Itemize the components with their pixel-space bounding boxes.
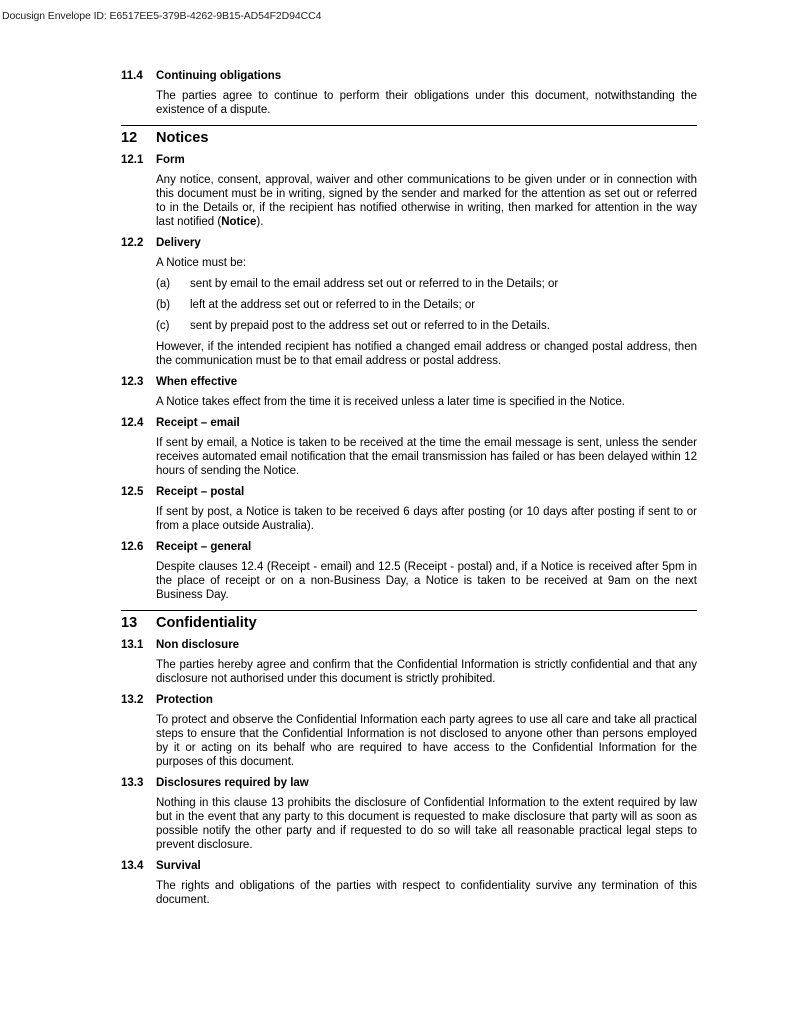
clause-title: Receipt – postal — [156, 486, 245, 498]
clause-heading-13-3 — [121, 776, 697, 790]
section-title: Confidentiality — [156, 615, 257, 631]
clause-number: 13.1 — [121, 639, 144, 651]
clause-number: 13.2 — [121, 694, 144, 706]
clause-heading-12-2 — [121, 236, 697, 250]
clause-number: 12.1 — [121, 154, 144, 166]
clause-number: 12.3 — [121, 376, 144, 388]
clause-number: 12.6 — [121, 541, 144, 553]
clause-title: When effective — [156, 376, 238, 388]
clause-text-12-5: If sent by post, a Notice is taken to be received 6 days after posting (or 10 days after posting if sent to or from a place outside Australia). — [156, 506, 697, 532]
clause-heading-13-4 — [121, 859, 697, 873]
section-number: 12 — [121, 130, 138, 146]
document-body — [121, 69, 697, 914]
clause-title: Disclosures required by law — [156, 777, 309, 789]
clause-outro-12-2: However, if the intended recipient has notified a changed email address or changed postal address, then the communication must be to that email address or postal address. — [156, 341, 697, 367]
clause-heading-13-1 — [121, 638, 697, 652]
clause-number: 12.5 — [121, 486, 144, 498]
list-item — [156, 319, 697, 333]
list-text: left at the address set out or referred to in the Details; or — [190, 299, 476, 311]
clause-title: Survival — [156, 860, 201, 872]
list-label: (b) — [156, 299, 171, 311]
clause-text-13-2: To protect and observe the Confidential Information each party agrees to use all care and take all practical steps to ensure that the Confidential Information is not disclosed to anyone other than persons employed by it or acting on its behalf who are required to have access to the Confidential Information for the purposes of this document. — [156, 714, 697, 768]
clause-text-13-4: The rights and obligations of the parties with respect to confidentiality survive any termination of this document. — [156, 880, 697, 906]
list-label: (c) — [156, 320, 170, 332]
clause-text-part: Any notice, consent, approval, waiver and other communications to be given under or in connection with this document must be in writing, signed by the sender and marked for the attention as set out or referred to in the Details or, if the recipient has notified otherwise in writing, then marked for attention in the way last notified ( — [156, 174, 697, 228]
section-title: Notices — [156, 130, 209, 146]
clause-title: Delivery — [156, 237, 201, 249]
clause-heading-12-5 — [121, 485, 697, 499]
clause-heading-12-1 — [121, 153, 697, 167]
clause-number: 13.4 — [121, 860, 144, 872]
clause-heading-12-3 — [121, 375, 697, 389]
clause-title: Receipt – general — [156, 541, 252, 553]
clause-number: 12.4 — [121, 417, 144, 429]
clause-text-12-1 — [156, 173, 697, 229]
clause-heading-12-6 — [121, 540, 697, 554]
clause-text-11-4: The parties agree to continue to perform their obligations under this document, notwithstanding the existence of a dispute. — [156, 90, 697, 116]
section-number: 13 — [121, 615, 138, 631]
clause-number: 12.2 — [121, 237, 144, 249]
list-text: sent by prepaid post to the address set out or referred to in the Details. — [190, 320, 550, 332]
list-item — [156, 277, 697, 291]
clause-number: 11.4 — [121, 70, 143, 82]
clause-text-12-4: If sent by email, a Notice is taken to be received at the time the email message is sent, unless the sender receives automated email notification that the email transmission has failed or has been delayed within 12 hours of sending the Notice. — [156, 437, 697, 477]
clause-title: Continuing obligations — [156, 70, 282, 82]
clause-title: Non disclosure — [156, 639, 240, 651]
clause-title: Form — [156, 154, 185, 166]
clause-text-13-1: The parties hereby agree and confirm that the Confidential Information is strictly confidential and that any disclosure not authorised under this document is strictly prohibited. — [156, 659, 697, 685]
clause-text-part: ). — [256, 216, 264, 228]
clause-title: Protection — [156, 694, 213, 706]
list-label: (a) — [156, 278, 171, 290]
clause-heading-12-4 — [121, 416, 697, 430]
clause-text-13-3: Nothing in this clause 13 prohibits the disclosure of Confidential Information to the extent required by law but in the event that any party to this document is requested to make disclosure that party will as soon as possible notify the other party and if requested to do so will take all reasonable practical legal steps to prevent disclosure. — [156, 797, 697, 851]
envelope-id: Docusign Envelope ID: E6517EE5-379B-4262-9B15-AD54F2D94CC4 — [2, 10, 322, 22]
clause-title: Receipt – email — [156, 417, 240, 429]
clause-text-12-6: Despite clauses 12.4 (Receipt - email) and 12.5 (Receipt - postal) and, if a Notice is received after 5pm in the place of receipt or on a non-Business Day, a Notice is taken to be received at 9am on the next Business Day. — [156, 561, 697, 601]
section-heading-13 — [121, 610, 697, 632]
section-heading-12 — [121, 125, 697, 147]
list-text: sent by email to the email address set out or referred to in the Details; or — [190, 278, 559, 290]
list-item — [156, 298, 697, 312]
clause-heading-13-2 — [121, 693, 697, 707]
clause-heading-11-4 — [121, 69, 697, 83]
clause-text-12-3: A Notice takes effect from the time it is received unless a later time is specified in the Notice. — [156, 396, 625, 408]
clause-intro-12-2: A Notice must be: — [156, 257, 247, 269]
defined-term: Notice — [221, 216, 257, 228]
clause-number: 13.3 — [121, 777, 144, 789]
